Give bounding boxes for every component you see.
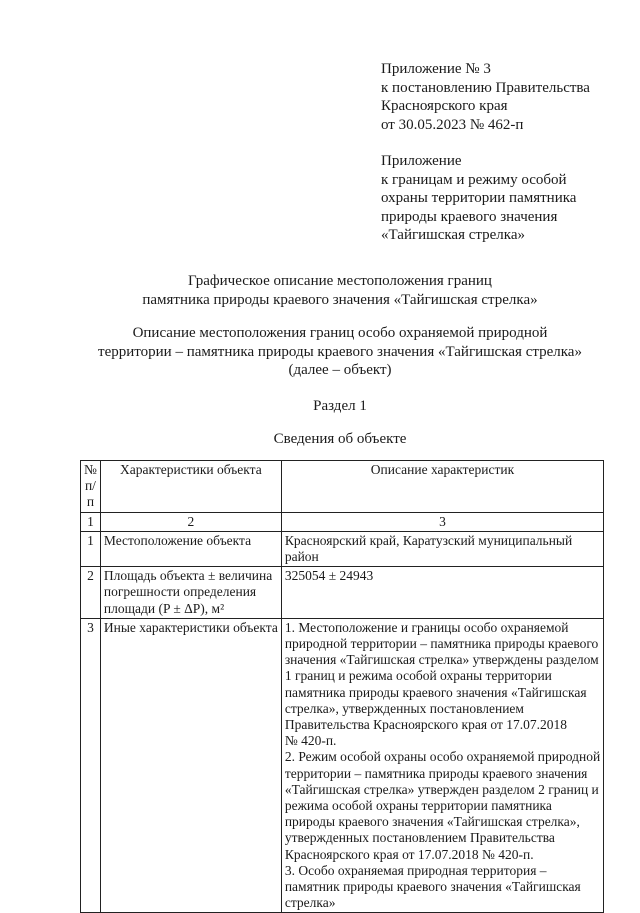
table-row — [81, 567, 604, 619]
table-header-row — [81, 461, 604, 513]
header-number-line: п/п — [84, 478, 96, 510]
header-description: Описание характеристик — [281, 461, 603, 513]
cell-line: памятник природы краевого значения «Тайгишская — [284, 879, 581, 895]
header-number-line: № — [84, 462, 97, 477]
appendix-block-resolution — [381, 60, 590, 134]
appendix-line: «Тайгишская стрелка» — [381, 227, 525, 243]
column-number: 1 — [81, 512, 101, 531]
appendix-line: к границам и режиму особой — [381, 171, 567, 188]
cell-line: 325054 ± 24943 — [284, 568, 374, 584]
cell-line: погрешности определения — [103, 584, 257, 600]
table-row — [81, 618, 604, 913]
column-number: 2 — [100, 512, 281, 531]
table-row — [81, 531, 604, 566]
cell-line: территории – памятника природы краевого значения — [284, 765, 588, 781]
cell-line: Местоположение объекта — [103, 532, 252, 548]
appendix-line: Приложение — [381, 153, 462, 169]
cell-line: значения «Тайгишская стрелка» утверждены разделом — [284, 652, 599, 668]
appendix-header — [381, 60, 590, 245]
title-line: Описание местоположения границ особо охраняемой природной — [132, 325, 548, 341]
cell-line: Иные характеристики объекта — [103, 619, 278, 635]
cell-line: район — [284, 549, 319, 565]
title-line: Графическое описание местоположения границ — [188, 273, 492, 289]
cell-line: Площадь объекта ± величина — [103, 568, 273, 584]
appendix-line: Красноярского края — [381, 98, 508, 114]
title-line: (далее – объект) — [288, 362, 392, 378]
cell-line: площади (P ± ΔP), м² — [103, 600, 225, 616]
header-number — [81, 461, 101, 513]
boundary-description-title — [40, 324, 640, 380]
row-characteristic — [100, 567, 281, 619]
cell-line: режима особой охраны территории памятника — [284, 798, 552, 814]
cell-line: «Тайгишская стрелка» утвержден разделом 2 границ и — [284, 781, 599, 797]
row-description — [281, 567, 603, 619]
row-description — [281, 531, 603, 566]
row-description — [281, 618, 603, 913]
cell-line: № 420-п. — [284, 733, 337, 749]
appendix-line: Приложение № 3 — [381, 61, 491, 77]
row-characteristic — [100, 531, 281, 566]
object-info-label: Сведения об объекте — [273, 431, 407, 447]
object-info-heading — [40, 430, 640, 449]
row-number: 2 — [81, 567, 101, 619]
cell-line: памятника природы краевого значения «Тайгишская — [284, 684, 587, 700]
cell-line: 1 границ и режима особой охраны территории — [284, 668, 552, 684]
cell-line: Правительства Красноярского края от 17.07.2018 — [284, 717, 567, 733]
row-number: 1 — [81, 531, 101, 566]
header-characteristic: Характеристики объекта — [100, 461, 281, 513]
cell-line: Красноярский край, Каратузский муниципальный — [284, 532, 573, 548]
column-number: 3 — [281, 512, 603, 531]
title-line: территории – памятника природы краевого значения «Тайгишская стрелка» — [98, 343, 582, 360]
object-table — [80, 460, 604, 913]
graphic-description-title — [40, 272, 640, 309]
cell-line: 1. Местоположение и границы особо охраняемой — [284, 619, 569, 635]
appendix-line: от 30.05.2023 № 462-п — [381, 116, 524, 133]
title-line: памятника природы краевого значения «Тайгишская стрелка» — [142, 291, 538, 308]
appendix-line: к постановлению Правительства — [381, 79, 590, 96]
section-label: Раздел 1 — [313, 398, 367, 414]
cell-line: 3. Особо охраняемая природная территория – — [284, 862, 547, 878]
appendix-line: природы краевого значения — [381, 208, 558, 225]
cell-line: Красноярского края от 17.07.2018 № 420-п. — [284, 846, 534, 862]
cell-line: утвержденных постановлением Правительства — [284, 830, 555, 846]
cell-line: 2. Режим особой охраны особо охраняемой природной — [284, 749, 601, 765]
section-heading — [40, 397, 640, 416]
row-characteristic — [100, 618, 281, 913]
appendix-line: охраны территории памятника — [381, 190, 577, 206]
column-number-row — [81, 512, 604, 531]
cell-line: природы краевого значения «Тайгишская стрелка», — [284, 814, 580, 830]
cell-line: стрелка» — [284, 895, 336, 911]
cell-line: природной территории – памятника природы краевого — [284, 636, 599, 652]
cell-line: стрелка», утвержденных постановлением — [284, 700, 524, 716]
appendix-block-boundaries — [381, 152, 590, 245]
row-number: 3 — [81, 618, 101, 913]
